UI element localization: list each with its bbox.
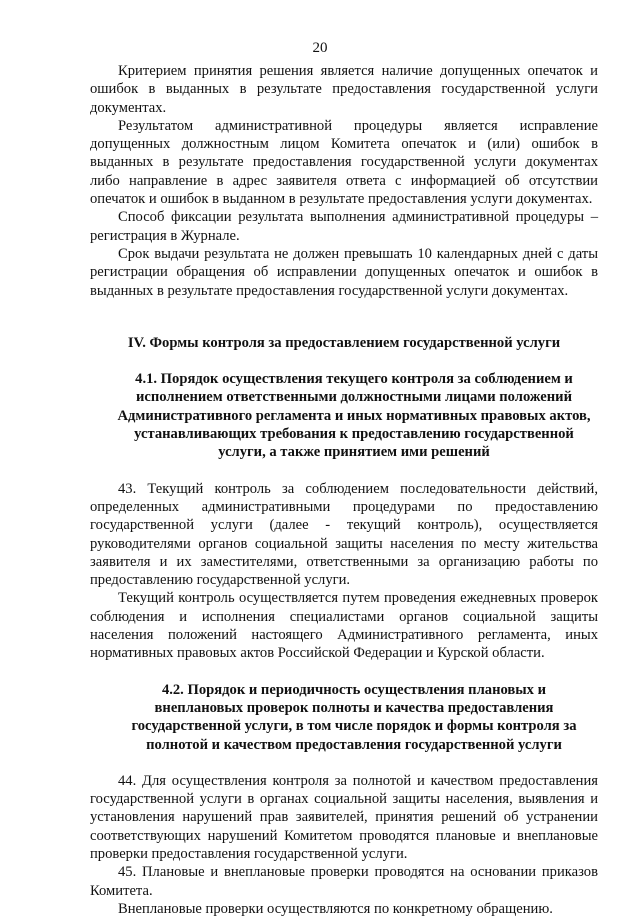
paragraph: Внеплановые проверки осуществляются по конкретному обращению. (118, 900, 553, 917)
paragraph: 43. Текущий контроль за соблюдением последовательности действий, определенных административными процедурами по предоставлению государственной услуги (далее - текущий контроль), осуществляется руководителями органов социальной защиты населения по месту жительства заявителя и их заместителями, ответственными за организацию работы по предоставлению государственной услуги. (90, 480, 598, 589)
paragraph: Способ фиксации результата выполнения административной процедуры – регистрация в Журнале. (90, 209, 598, 244)
page-number: 20 (312, 40, 328, 56)
paragraph: Критерием принятия решения является наличие допущенных опечаток и ошибок в выданных в результате предоставления государственной услуги документах. (90, 63, 598, 116)
paragraph: Результатом административной процедуры является исправление допущенных должностным лицом Комитета опечаток и (или) ошибок в выданных в результате предоставления государственной услуги документах либо направление в адрес заявителя ответа с информацией об отсутствии опечаток и ошибок в выданном в результате предоставления услуги документах. (90, 117, 598, 208)
subsection-title: 4.1. Порядок осуществления текущего контроля за соблюдением и исполнением ответственными должностными лицами положений Административного регламента и иных нормативных правовых актов, устанавливающих требования к предоставлению государственной услуги, а также принятием ими решений (117, 371, 591, 461)
paragraph: Текущий контроль осуществляется путем проведения ежедневных проверок соблюдения и исполнения специалистами органов социальной защиты населения положений настоящего Административного регламента, иных нормативных правовых актов Российской Федерации и Курской области. (90, 590, 598, 662)
paragraph: 44. Для осуществления контроля за полнотой и качеством предоставления государственной услуги в органах социальной защиты населения, выявления и установления нарушений прав заявителей, принятия решений об устранении соответствующих нарушений Комитетом проводятся плановые и внеплановые проверки предоставления государственной услуги. (90, 772, 598, 862)
section-title: IV. Формы контроля за предоставлением государственной услуги (127, 334, 561, 351)
subsection-title: 4.2. Порядок и периодичность осуществления плановых и внеплановых проверок полноты и качества предоставления государственной услуги, в том числе порядок и формы контроля за полнотой и качеством предоставления государственной услуги (131, 681, 577, 753)
document-body (90, 62, 598, 918)
paragraph: Срок выдачи результата не должен превышать 10 календарных дней с даты регистрации обращения об исправлении допущенных опечаток и ошибок в выданных в результате предоставления государственной услуги документах. (90, 245, 598, 299)
paragraph: 45. Плановые и внеплановые проверки проводятся на основании приказов Комитета. (90, 864, 598, 899)
